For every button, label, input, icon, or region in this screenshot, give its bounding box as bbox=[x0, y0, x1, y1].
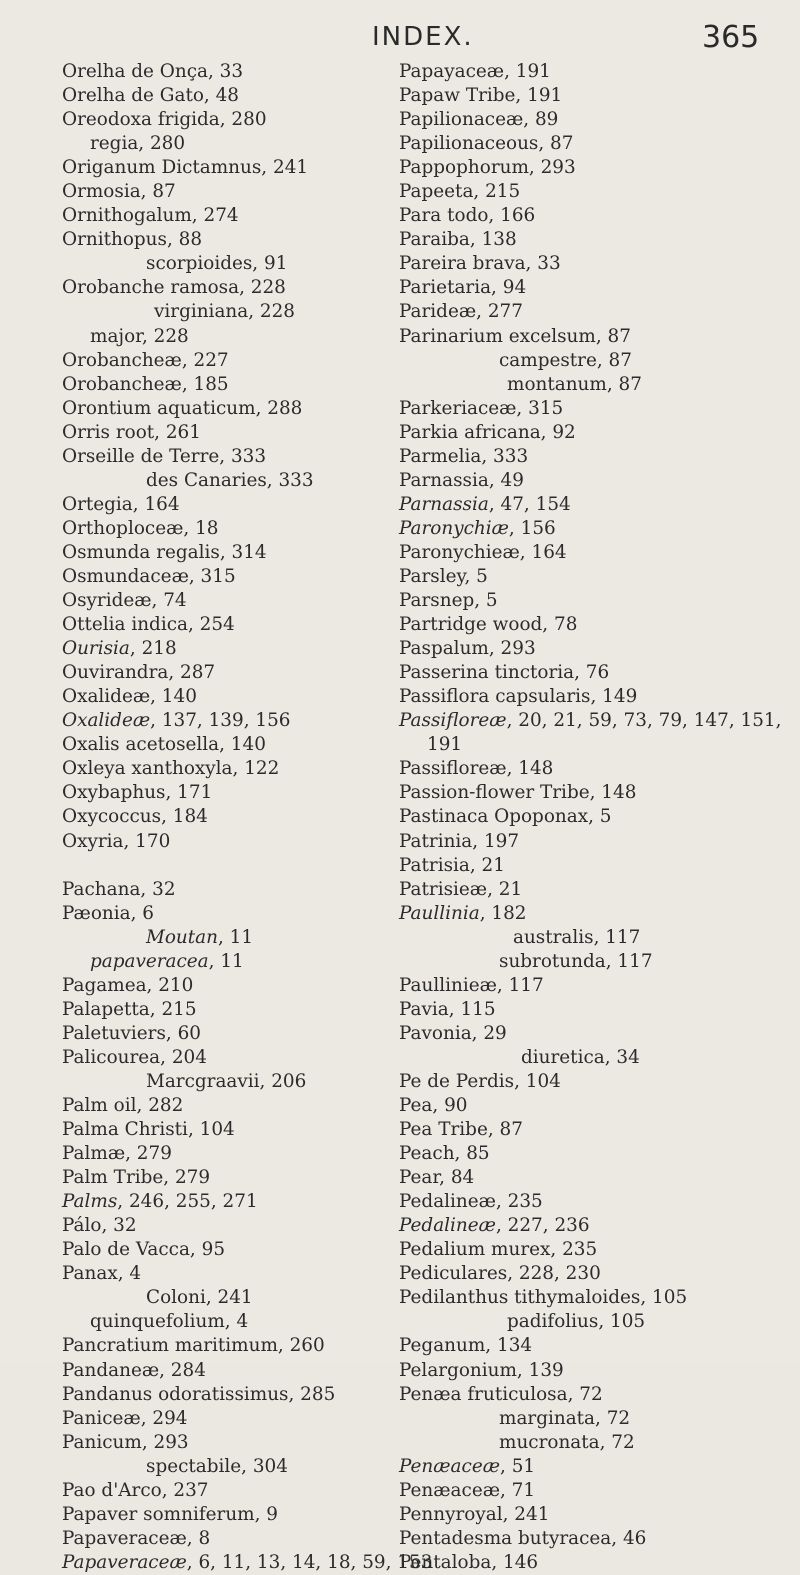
index-entry: Parsnep, 5 bbox=[399, 590, 498, 612]
entry-term: Moutan bbox=[146, 926, 218, 948]
index-entry: Pastinaca Opoponax, 5 bbox=[399, 806, 612, 828]
entry-pages: , 137, 139, 156 bbox=[150, 710, 291, 732]
index-entry: Orobancheæ, 227 bbox=[62, 349, 229, 371]
index-column-left bbox=[62, 60, 433, 1575]
index-entry bbox=[62, 709, 392, 733]
entry-term: Paronychiæ bbox=[399, 517, 509, 539]
index-entry: Palapetta, 215 bbox=[62, 998, 197, 1020]
index-entry: Pao d'Arco, 237 bbox=[62, 1479, 209, 1501]
index-entry: Paraiba, 138 bbox=[399, 229, 517, 251]
index-entry: Palm Tribe, 279 bbox=[62, 1167, 211, 1189]
index-entry bbox=[62, 950, 392, 974]
index-entry: Ottelia indica, 254 bbox=[62, 614, 235, 636]
index-entry: Passiflora capsularis, 149 bbox=[399, 686, 638, 708]
index-entry: Oxyria, 170 bbox=[62, 830, 171, 852]
entry-pages: , 182 bbox=[479, 902, 527, 924]
index-entry: Pagamea, 210 bbox=[62, 974, 194, 996]
index-entry bbox=[399, 902, 794, 926]
index-entry: padifolius, 105 bbox=[507, 1311, 646, 1333]
index-entry: Parkeriaceæ, 315 bbox=[399, 397, 564, 419]
index-entry: australis, 117 bbox=[513, 926, 641, 948]
entry-term: Paullinia bbox=[399, 902, 480, 924]
index-entry: Papaveraceæ, 8 bbox=[62, 1527, 211, 1549]
entry-term: Oxalideæ bbox=[62, 710, 151, 732]
index-entry: Pavia, 115 bbox=[399, 998, 496, 1020]
index-entry: Patrisia, 21 bbox=[399, 854, 505, 876]
index-entry: Parnassia, 49 bbox=[399, 469, 524, 491]
index-entry: Paspalum, 293 bbox=[399, 638, 536, 660]
index-entry: Palmæ, 279 bbox=[62, 1143, 172, 1165]
index-entry: Parkia africana, 92 bbox=[399, 421, 576, 443]
index-entry: Oxleya xanthoxyla, 122 bbox=[62, 758, 280, 780]
index-entry: Pennyroyal, 241 bbox=[399, 1503, 550, 1525]
index-entry: Panicum, 293 bbox=[62, 1431, 189, 1453]
index-entry: Ornithogalum, 274 bbox=[62, 205, 239, 227]
index-entry: Para todo, 166 bbox=[399, 205, 536, 227]
entry-pages: , 246, 255, 271 bbox=[117, 1191, 258, 1213]
index-spacer bbox=[62, 854, 392, 878]
index-entry: Parinarium excelsum, 87 bbox=[399, 325, 631, 347]
index-entry: campestre, 87 bbox=[499, 349, 632, 371]
index-entry: Palm oil, 282 bbox=[62, 1095, 184, 1117]
entry-pages: , 218 bbox=[129, 638, 177, 660]
index-entry: Penæa fruticulosa, 72 bbox=[399, 1383, 603, 1405]
index-entry bbox=[62, 1190, 392, 1214]
index-entry: Palo de Vacca, 95 bbox=[62, 1239, 226, 1261]
index-entry: virginiana, 228 bbox=[154, 301, 296, 323]
index-entry: Palicourea, 204 bbox=[62, 1046, 207, 1068]
index-entry: Pelargonium, 139 bbox=[399, 1359, 564, 1381]
page-title: INDEX. bbox=[372, 22, 474, 52]
index-entry: quinquefolium, 4 bbox=[90, 1311, 249, 1333]
index-entry: Orris root, 261 bbox=[62, 421, 201, 443]
index-entry: Pear, 84 bbox=[399, 1167, 475, 1189]
index-entry: Orobancheæ, 185 bbox=[62, 373, 229, 395]
entry-term: Pedalineæ bbox=[399, 1215, 496, 1237]
index-entry: Pavonia, 29 bbox=[399, 1022, 507, 1044]
entry-pages: , 47, 154 bbox=[488, 493, 571, 515]
index-entry: Passifloreæ, 148 bbox=[399, 758, 554, 780]
index-entry: Ortegia, 164 bbox=[62, 493, 180, 515]
index-entry bbox=[399, 1214, 794, 1238]
index-entry: Pappophorum, 293 bbox=[399, 157, 576, 179]
entry-term: Parnassia bbox=[399, 493, 489, 515]
index-entry: Coloni, 241 bbox=[146, 1287, 253, 1309]
index-entry: subrotunda, 117 bbox=[499, 950, 653, 972]
index-entry: Pedalineæ, 235 bbox=[399, 1191, 543, 1213]
entry-pages: , 227, 236 bbox=[495, 1215, 590, 1237]
index-entry: Papayaceæ, 191 bbox=[399, 61, 551, 82]
index-entry: Oxalis acetosella, 140 bbox=[62, 734, 266, 756]
entry-term: Passifloreæ bbox=[399, 710, 507, 732]
index-entry: Oxycoccus, 184 bbox=[62, 806, 208, 828]
index-entry: Ouvirandra, 287 bbox=[62, 662, 216, 684]
index-entry: Orthoploceæ, 18 bbox=[62, 517, 219, 539]
index-entry: des Canaries, 333 bbox=[146, 469, 314, 491]
index-entry: Pálo, 32 bbox=[62, 1215, 137, 1237]
index-entry: Penæaceæ, 71 bbox=[399, 1479, 536, 1501]
index-entry: Marcgraavii, 206 bbox=[146, 1070, 307, 1092]
index-entry: marginata, 72 bbox=[499, 1407, 631, 1429]
index-entry: Papilionaceæ, 89 bbox=[399, 109, 559, 131]
index-entry: Orelha de Gato, 48 bbox=[62, 85, 240, 107]
index-entry: mucronata, 72 bbox=[499, 1431, 635, 1453]
index-entry: scorpioides, 91 bbox=[146, 253, 288, 275]
index-entry: Origanum Dictamnus, 241 bbox=[62, 157, 309, 179]
index-entry: Parietaria, 94 bbox=[399, 277, 527, 299]
index-entry: Ornithopus, 88 bbox=[62, 229, 203, 251]
index-entry: Parmelia, 333 bbox=[399, 445, 529, 467]
index-entry: diuretica, 34 bbox=[521, 1046, 640, 1068]
entry-term: papaveracea bbox=[90, 950, 209, 972]
index-entry: Osyrideæ, 74 bbox=[62, 590, 187, 612]
index-entry bbox=[399, 517, 794, 541]
index-entry bbox=[399, 709, 794, 733]
index-entry: Oxybaphus, 171 bbox=[62, 782, 213, 804]
index-entry: spectabile, 304 bbox=[146, 1455, 288, 1477]
index-entry: major, 228 bbox=[90, 325, 189, 347]
index-entry: Paulliniеæ, 117 bbox=[399, 974, 544, 996]
index-entry: Partridge wood, 78 bbox=[399, 614, 578, 636]
index-entry bbox=[62, 926, 392, 950]
entry-term: Ourisia bbox=[62, 638, 130, 660]
entry-pages: , 51 bbox=[500, 1455, 536, 1477]
index-entry: Pedilanthus tithymaloides, 105 bbox=[399, 1287, 688, 1309]
index-entry: Panax, 4 bbox=[62, 1263, 142, 1285]
index-entry: Papilionaceous, 87 bbox=[399, 133, 574, 155]
index-entry: Papaw Tribe, 191 bbox=[399, 85, 563, 107]
index-entry: Oxalideæ, 140 bbox=[62, 686, 197, 708]
index-entry bbox=[399, 493, 794, 517]
entry-pages: , 156 bbox=[508, 517, 556, 539]
index-entry: Orobanche ramosa, 228 bbox=[62, 277, 286, 299]
index-entry: Paniceæ, 294 bbox=[62, 1407, 188, 1429]
index-entry: Pe de Perdis, 104 bbox=[399, 1070, 561, 1092]
index-entry: Pediculares, 228, 230 bbox=[399, 1263, 601, 1285]
index-entry: Pentadesma butyracea, 46 bbox=[399, 1527, 647, 1549]
index-entry bbox=[399, 1455, 794, 1479]
entry-pages: , 20, 21, 59, 73, 79, 147, 151, bbox=[506, 710, 782, 732]
index-entry: Pareira brava, 33 bbox=[399, 253, 561, 275]
index-entry: montanum, 87 bbox=[507, 373, 642, 395]
entry-term: Papaveraceæ bbox=[62, 1551, 187, 1573]
index-entry: Parsley, 5 bbox=[399, 565, 488, 587]
page-header bbox=[0, 22, 800, 62]
index-entry: Pandanus odoratissimus, 285 bbox=[62, 1383, 336, 1405]
index-entry: Pæonia, 6 bbox=[62, 902, 154, 924]
index-entry bbox=[62, 1551, 433, 1575]
index-entry: Papeeta, 215 bbox=[399, 181, 521, 203]
index-column-right bbox=[399, 60, 794, 1575]
index-entry: Ormosia, 87 bbox=[62, 181, 176, 203]
entry-term: Penæaceæ bbox=[399, 1455, 500, 1477]
index-entry: regia, 280 bbox=[90, 133, 186, 155]
index-entry: Patrisieæ, 21 bbox=[399, 878, 523, 900]
index-entry: Peganum, 134 bbox=[399, 1335, 533, 1357]
index-entry: Pedalium murex, 235 bbox=[399, 1239, 598, 1261]
index-entry: Pandaneæ, 284 bbox=[62, 1359, 206, 1381]
index-entry: Oreodoxa frigida, 280 bbox=[62, 109, 267, 131]
index-entry: Paronychieæ, 164 bbox=[399, 541, 567, 563]
index-entry bbox=[62, 637, 392, 661]
index-entry: Parideæ, 277 bbox=[399, 301, 523, 323]
index-entry: Patrinia, 197 bbox=[399, 830, 520, 852]
index-entry: Passion-flower Tribe, 148 bbox=[399, 782, 637, 804]
index-entry: Osmunda regalis, 314 bbox=[62, 541, 267, 563]
index-entry: Peach, 85 bbox=[399, 1143, 490, 1165]
index-entry: Orontium aquaticum, 288 bbox=[62, 397, 303, 419]
page-number: 365 bbox=[702, 20, 760, 55]
index-entry: Papaver somniferum, 9 bbox=[62, 1503, 278, 1525]
index-entry: Pea, 90 bbox=[399, 1095, 468, 1117]
index-entry: Pentaloba, 146 bbox=[399, 1551, 539, 1573]
index-entry: Pachana, 32 bbox=[62, 878, 176, 900]
entry-pages: , 11 bbox=[217, 926, 254, 948]
entry-term: Palms bbox=[62, 1191, 118, 1213]
index-entry: Palma Christi, 104 bbox=[62, 1119, 235, 1141]
index-entry: Pea Tribe, 87 bbox=[399, 1119, 523, 1141]
index-entry: Osmundaceæ, 315 bbox=[62, 565, 236, 587]
index-entry: Orseille de Terre, 333 bbox=[62, 445, 267, 467]
index-entry: Pancratium maritimum, 260 bbox=[62, 1335, 325, 1357]
entry-pages: , 11 bbox=[208, 950, 244, 972]
entry-pages: , 6, 11, 13, 14, 18, 59, 153 bbox=[186, 1551, 433, 1573]
index-entry: Paletuviers, 60 bbox=[62, 1022, 201, 1044]
index-entry: Orelha de Onça, 33 bbox=[62, 61, 244, 82]
index-entry: 191 bbox=[427, 734, 463, 756]
index-entry: Passerina tinctoria, 76 bbox=[399, 662, 610, 684]
